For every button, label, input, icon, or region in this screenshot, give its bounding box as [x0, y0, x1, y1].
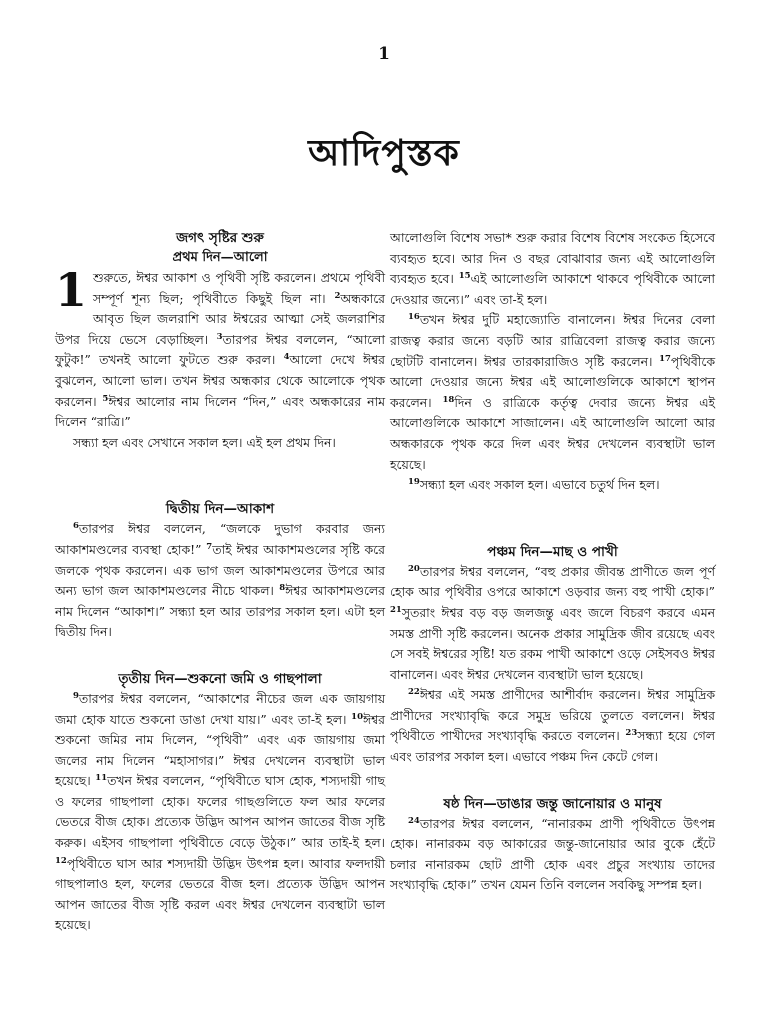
section-heading-day2: দ্বিতীয় দিন—আকাশ — [165, 501, 275, 518]
verse-number: 3 — [216, 331, 223, 342]
section-heading-creation: জগৎ সৃষ্টির শুরু — [176, 230, 264, 246]
right-column — [390, 228, 715, 896]
verse-text: তারপর ঈশ্বর বললেন, “আকাশের নীচের জল এক জায়গায় জমা হোক যাতে শুকনো ডাঙা দেখা যায়।” এবং তা-ই হল। — [55, 690, 385, 727]
paragraph-day5-b — [390, 685, 715, 767]
verse-text: পৃথিবীকে আলো দেওয়ার জন্যে ঈশ্বর এই আলোগুলিকে আকাশে স্থাপন করলেন। — [390, 353, 715, 410]
section-subheading-day1: প্রথম দিন—আলো — [172, 250, 268, 265]
verse-text: আলোগুলি বিশেষ সভা* শুরু করার বিশেষ বিশেষ সংকেত হিসেবে ব্যবহৃত হবে। আর দিন ও বছর বোঝাবার জন্য এই আলোগুলি ব্যবহৃত হবে। — [390, 230, 715, 287]
verse-text: শুরুতে, ঈশ্বর আকাশ ও পৃথিবী সৃষ্টি করলেন। প্রথমে পৃথিবী সম্পূর্ণ শূন্য ছিল; পৃথিবীতে কিছুই ছিল না। — [93, 270, 385, 306]
verse-number: 21 — [390, 604, 402, 615]
verse-number: 16 — [408, 312, 420, 323]
verse-number: 2 — [334, 290, 341, 301]
book-title: আদিপুস্তক — [308, 132, 460, 174]
verse-text: অন্ধকারে আবৃত ছিল জলরাশি আর ঈশ্বরের আত্মা সেই জলরাশির উপর দিয়ে ভেসে বেড়াচ্ছিল। — [55, 290, 385, 347]
verse-text: তখন ঈশ্বর বললেন, “পৃথিবীতে ঘাস হোক, শস্যদায়ী গাছ ও ফলের গাছপালা হোক। ফলের গাছগুলিতে ফল আর ফলের ভেতরে বীজ হোক। প্রত্যেক উদ্ভিদ আপন আপন জাতের বীজ সৃষ্টি করুক। এইসব গাছপালা পৃথিবীতে বেড়ে উঠুক।” আর তাই-ই হল। — [55, 773, 385, 851]
verse-number: 11 — [95, 773, 108, 784]
verse-number: 22 — [408, 687, 420, 698]
verse-text: তারপর ঈশ্বর বললেন, “আলো ফুটুক!” তখনই আলো ফুটতে শুরু করল। — [55, 331, 385, 368]
verse-number: 4 — [283, 352, 290, 363]
verse-text: দিন ও রাত্রিকে কর্তৃত্ব দেবার জন্যে ঈশ্বর এই আলোগুলিকে আকাশে সাজালেন। এই আলোগুলি আলো আর অন্ধকারকে পৃথক করে দিল এবং ঈশ্বর দেখলেন ব্যবস্থাটা ভাল হয়েছে। — [390, 394, 715, 472]
verse-number: 9 — [73, 690, 79, 701]
verse-text: ঈশ্বর এই সমস্ত প্রাণীদের আশীর্বাদ করলেন। ঈশ্বর সামুদ্রিক প্রাণীদের সংখ্যাবৃদ্ধি করে সমুদ্র ভরিয়ে তুলতে বললেন। ঈশ্বর পৃথিবীতে পাখীদের সংখ্যাবৃদ্ধি করতে বললেন। — [390, 687, 715, 744]
verse-text: সন্ধ্যা হল এবং সকাল হল। এভাবে চতুর্থ দিন হল। — [419, 477, 660, 493]
verse-number: 17 — [659, 353, 671, 364]
verse-text: তারপর ঈশ্বর বললেন, “জলকে দুভাগ করবার জন্য আকাশমণ্ডলের ব্যবস্থা হোক!” — [55, 521, 385, 557]
verse-text: পৃথিবীতে ঘাস আর শস্যদায়ী উদ্ভিদ উৎপন্ন হল। আবার ফলদায়ী গাছপালাও হল, ফলের ভেতরে বীজ হল। প্রত্যেক উদ্ভিদ আপন আপন জাতের বীজ সৃষ্টি করল এবং ঈশ্বর দেখলেন ব্যবস্থাটা ভাল হয়েছে। — [55, 855, 385, 933]
verse-text: ঈশ্বর আলোর নাম দিলেন “দিন,” এবং অন্ধকারের নাম দিলেন “রাত্রি।” — [55, 393, 385, 430]
verse-text: এই আলোগুলি আকাশে থাকবে পৃথিবীকে আলো দেওয়ার জন্যে।” এবং তা-ই হল। — [390, 271, 715, 307]
verse-number: 7 — [206, 541, 213, 552]
verse-text: ঈশ্বর শুকনো জমির নাম দিলেন, “পৃথিবী” এবং এক জায়গায় জমা জলের নাম দিলেন “মহাসাগর।” ঈশ্বর দেখলেন ব্যবস্থাটা ভাল হয়েছে। — [55, 711, 385, 789]
chapter-number: 1 — [55, 263, 88, 317]
paragraph-day4-b — [390, 310, 715, 475]
verse-text: তারপর ঈশ্বর বললেন, “নানারকম প্রাণী পৃথিবীতে উৎপন্ন হোক। নানারকম বড় আকারের জন্তু-জানোয়ার আর বুকে হেঁটে চলার নানারকম ছোট প্রাণী হোক এবং প্রচুর সংখ্যায় তাদের সংখ্যাবৃদ্ধি হোক।” তখন যেমন তিনি বললেন সবকিছু সম্পন্ন হল। — [390, 815, 715, 893]
section-heading-day5: পঞ্চম দিন—মাছ ও পাখী — [487, 543, 618, 560]
verse-number: 12 — [55, 855, 67, 866]
paragraph-day5-a — [390, 562, 715, 686]
section-heading-day3: তৃতীয় দিন—শুকনো জমি ও গাছপালা — [118, 670, 322, 687]
verse-number: 18 — [442, 394, 455, 405]
verse-number: 20 — [408, 563, 420, 574]
verse-number: 24 — [408, 815, 420, 826]
verse-number: 19 — [408, 477, 420, 487]
paragraph-day3 — [55, 689, 385, 936]
verse-number: 23 — [625, 728, 638, 739]
verse-text: আলো দেখে ঈশ্বর বুঝলেন, আলো ভাল। তখন ঈশ্বর অন্ধকার থেকে আলোকে পৃথক করলেন। — [55, 352, 385, 409]
verse-text: তাই ঈশ্বর আকাশমণ্ডলের সৃষ্টি করে জলকে পৃথক করলেন। এক ভাগ জল আকাশমণ্ডলের উপরে আর অন্য ভাগ জল আকাশমণ্ডলের নীচে থাকল। — [55, 541, 385, 599]
verse-text: তারপর ঈশ্বর বললেন, “বহু প্রকার জীবন্ত প্রাণীতে জল পূর্ণ হোক আর পৃথিবীর ওপরে আকাশে ওড়বার জন্য বহু পাখী হোক।” — [390, 563, 715, 600]
verse-text: সন্ধ্যা হয়ে গেল এবং তারপর সকাল হল। এভাবে পঞ্চম দিন কেটে গেল। — [390, 728, 715, 765]
paragraph-day2 — [55, 519, 385, 643]
left-column — [55, 228, 385, 936]
verse-number: 6 — [73, 521, 79, 532]
verse-text: সুতরাং ঈশ্বর বড় বড় জলজন্তু এবং জলে বিচরণ করবে এমন সমস্ত প্রাণী সৃষ্টি করলেন। অনেক প্রকার সামুদ্রিক জীব রয়েছে এবং সে সবই ঈশ্বরের সৃষ্টি! যত রকম পাখী আকাশে ওড়ে সেইসবও ঈশ্বর বানালেন। এবং ঈশ্বর দেখলেন ব্যবস্থাটা ভাল হয়েছে। — [390, 604, 715, 682]
verse-text: ঈশ্বর আকাশমণ্ডলের নাম দিলেন “আকাশ।” সন্ধ্যা হল আর তারপর সকাল হল। এটা হল দ্বিতীয় দিন। — [55, 583, 385, 640]
paragraph-day4-a — [390, 228, 715, 310]
verse-number: 15 — [458, 271, 471, 282]
paragraph-day6 — [390, 814, 715, 896]
page-number: 1 — [378, 44, 390, 64]
verse-number: 8 — [279, 583, 286, 593]
section-heading-day6: ষষ্ঠ দিন—ডাঙার জন্তু জানোয়ার ও মানুষ — [443, 795, 662, 812]
paragraph-day4-c — [390, 475, 715, 496]
paragraph-day1-b: সন্ধ্যা হল এবং সেখানে সকাল হল। এই হল প্রথম দিন। — [73, 434, 336, 450]
verse-text: তখন ঈশ্বর দুটি মহাজ্যোতি বানালেন। ঈশ্বর দিনের বেলা রাজত্ব করার জন্যে বড়টি আর রাত্রিবেলা রাজত্ব করার জন্যে ছোটটি বানালেন। ঈশ্বর তারকারাজিও সৃষ্টি করলেন। — [390, 312, 715, 369]
verse-number: 5 — [102, 393, 109, 404]
verse-number: 10 — [351, 711, 364, 722]
paragraph-day1-a — [55, 263, 385, 433]
